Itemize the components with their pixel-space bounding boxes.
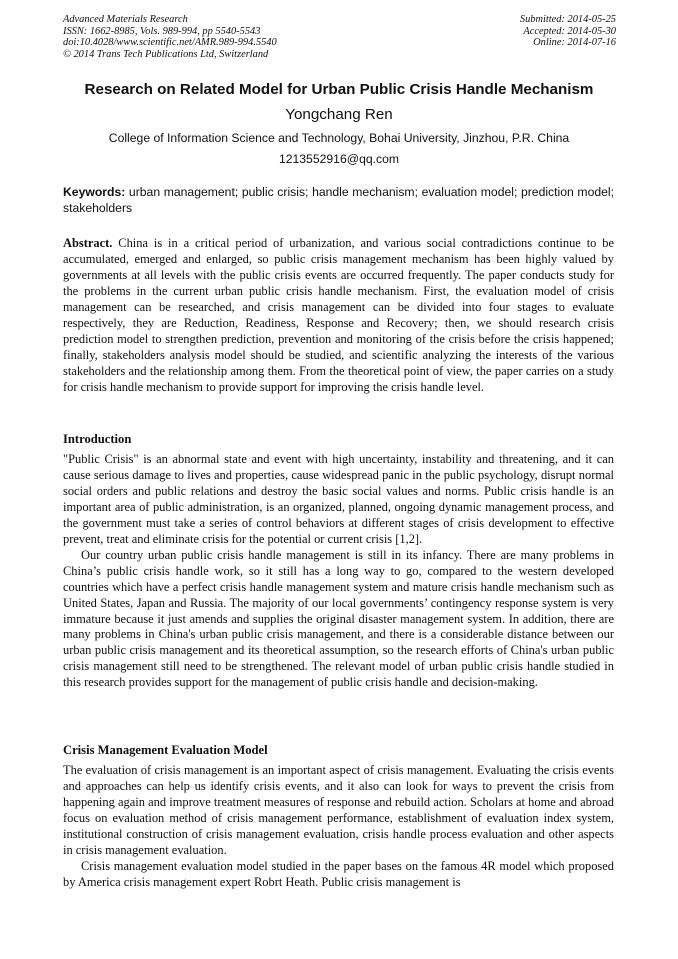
accepted-date: Accepted: 2014-05-30 [523,25,616,37]
abstract-text: China is in a critical period of urbanization, and various social contradictions continue to be accumulated, emerged and enlarged, so public crisis management mechanism has been highly valued by governments at all levels with the public crisis events are occurred frequently. The paper conducts study for the problems in the current urban public crisis handle mechanism. First, the evaluation model of crisis management can be researched, and crisis management can be divided into four stages to evaluate respectively, they are Reduction, Readiness, Response and Recovery; then, we should research crisis prediction model to strengthen prediction, prevention and monitoring of the crisis before the crisis happened; finally, stakeholders analysis model should be studied, and scientific analyzing the interests of the various stakeholders and the relationship among them. From the theoretical point of view, the paper carries on a study for crisis handle mechanism to provide support for improving the crisis handle level. [63,236,614,394]
issn-line: ISSN: 1662-8985, Vols. 989-994, pp 5540-5543 [63,25,261,37]
author-email: 1213552916@qq.com [278,152,400,166]
paper-title: Research on Related Model for Urban Public Crisis Handle Mechanism [84,81,594,98]
introduction-paragraph-1: "Public Crisis" is an abnormal state and event with high uncertainty, instability and threatening, and it can cause serious damage to lives and properties, cause widespread panic in the public psychology, disrupt normal social orders and public relations and destroy the basic social values and norms. Public crisis handle is an important area of public administration, is an organized, planned, ongoing dynamic management process, and the government must take a series of control behaviors at different stages of crisis development to effective prevent, treat and eliminate crisis for the potential or current crisis [1,2]. [63,452,614,546]
introduction-body [63,452,614,691]
crisis-evaluation-body [63,763,614,891]
crisis-evaluation-heading: Crisis Management Evaluation Model [63,743,268,757]
introduction-heading: Introduction [63,432,132,446]
copyright-line: © 2014 Trans Tech Publications Ltd, Switzerland [63,48,269,60]
author-affiliation: College of Information Science and Technology, Bohai University, Jinzhou, P.R. China [108,131,570,145]
submitted-date: Submitted: 2014-05-25 [519,14,616,25]
abstract-block [63,236,614,396]
crisis-evaluation-paragraph-1: The evaluation of crisis management is an important aspect of crisis management. Evaluating the crisis events and approaches can help us identify crisis events, and it also can look for ways to prevent the crisis from happening again and improve treatment measures of response and rebuild action. Scholars at home and abroad focus on evaluation method of crisis management performance, establishment of evaluation index system, institutional construction of crisis management evaluation, crisis handle process evaluation and other aspects in crisis management evaluation. [63,763,614,857]
publication-dates [520,14,616,49]
keywords-block [63,185,614,216]
keywords-label: Keywords: [63,185,126,199]
crisis-evaluation-paragraph-2: Crisis management evaluation model studied in the paper bases on the famous 4R model which proposed by America crisis management expert Robrt Heath. Public crisis management is [63,858,614,889]
journal-name: Advanced Materials Research [63,14,188,25]
introduction-paragraph-2: Our country urban public crisis handle management is still in its infancy. There are many problems in China’s public crisis handle work, so it still has a long way to go, compared to the western developed countries which have a perfect crisis handle management system and mature crisis handle mechanism such as United States, Japan and Russia. The majority of our local governments’ contingency response system is very immature because it just amends and supplies the original disaster management system. In addition, there are many problems in China's urban public crisis management, and there is a considerable distance between our urban public crisis management and its theoretical assumption, so the research efforts of China's urban public crisis management still need to be strengthened. The relevant model of urban public crisis handle studied in this research provides support for the management of public crisis handle and decision-making. [63,547,614,690]
abstract-label: Abstract. [63,236,113,250]
doi-line: doi:10.4028/www.scientific.net/AMR.989-994.5540 [63,37,277,49]
publication-info [63,14,277,60]
keywords-text: urban management; public crisis; handle mechanism; evaluation model; prediction model; stakeholders [63,185,614,215]
author-name: Yongchang Ren [285,106,393,123]
online-date: Online: 2014-07-16 [533,37,616,49]
